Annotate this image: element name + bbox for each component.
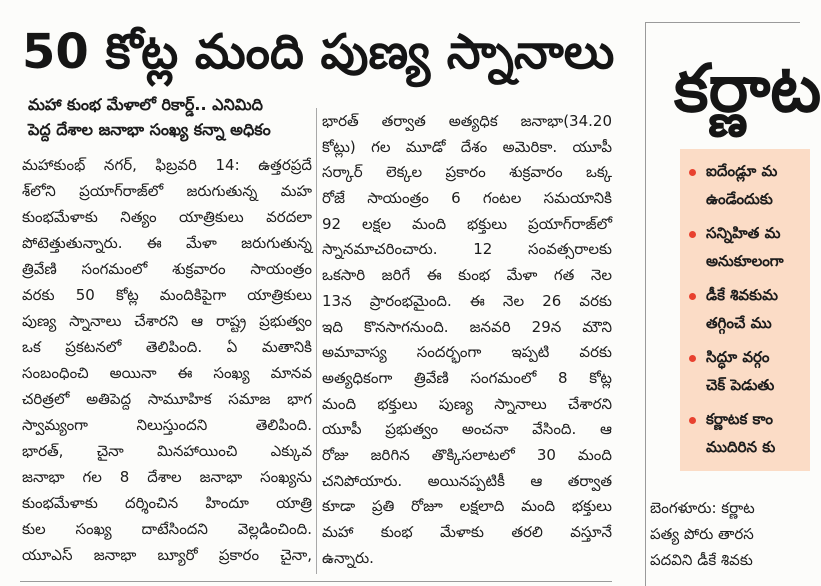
- highlight-line: ఐదేండ్లూ మ: [706, 162, 778, 180]
- body-line: ఇది కొనసాగనుంది. జనవరి 29న మౌని: [322, 317, 612, 336]
- bullet-dot-icon: [689, 355, 696, 362]
- body-line: బెంగళూరు: కర్ణాట: [650, 499, 755, 517]
- highlight-item: [680, 157, 810, 213]
- body-line: భారత్ తర్వాత అత్యధిక జనాభా(34.20: [322, 112, 612, 130]
- highlight-line: డీకే శివకుమ: [706, 286, 778, 304]
- bottom-rule: [20, 581, 612, 582]
- side-headline: కర్ణాట: [674, 50, 821, 127]
- highlight-line: చెక్ పెడుతు: [706, 376, 775, 394]
- body-line: జనాభా గల 8 దేశాల జనాభా సంఖ్యను: [22, 468, 312, 486]
- body-line: మంది భక్తులు పుణ్య స్నానాలు చేశారని: [322, 394, 612, 413]
- body-line: అమావాస్య సందర్భంగా ఇప్పటి వరకు: [322, 343, 612, 362]
- body-line: ఒకసారి జరిగే ఈ కుంభ మేళా గత నెల: [322, 266, 612, 285]
- main-headline: 50 కోట్ల మంది పుణ్య స్నానాలు: [22, 24, 615, 80]
- body-line: చనిపోయారు. అయినప్పటికీ ఆ తర్వాత: [322, 471, 612, 490]
- highlight-item: [680, 343, 810, 399]
- body-line: కుంభమేళాకు నిత్యం యాత్రికులు వరదలా: [22, 208, 312, 226]
- body-line: త్రివేణి సంగమంలో శుక్రవారం సాయంత్రం: [22, 260, 312, 278]
- body-line: శ్‌లోని ప్రయాగ్‌రాజ్‌లో జరుగుతున్న మహ: [22, 182, 312, 200]
- body-line: చరిత్రలో అతిపెద్ద సామూహిక సమాజ భాగ: [22, 390, 312, 408]
- body-line: యూఎస్ జనాభా బ్యూరో ప్రకారం చైనా,: [22, 546, 312, 564]
- body-line: 13న ప్రారంభమైంది. ఈ నెల 26 వరకు: [322, 291, 612, 310]
- body-line: మహా కుంభ మేళాకు తరలి వస్తూనే: [322, 523, 612, 541]
- highlight-line: ఉండేందుకు: [706, 190, 773, 208]
- highlight-item: [680, 219, 810, 275]
- highlight-item: [680, 405, 810, 461]
- body-line: ఒక ప్రకటనలో తెలిపింది. ఏ మతానికి: [22, 338, 312, 356]
- highlight-line: అనుకూలంగా: [706, 252, 784, 270]
- body-line: కూడా ప్రతి రోజూ లక్షలాది మంది భక్తులు: [322, 497, 612, 516]
- subheadline-line: పెద్ద దేశాల జనాభా సంఖ్య కన్నా అధికం: [28, 120, 271, 139]
- highlight-line: కర్ణాటక కాం: [706, 410, 773, 428]
- highlight-line: సన్నిహిత మ: [706, 224, 781, 242]
- highlights-box: [680, 149, 810, 471]
- body-line: కుల సంఖ్య దాటేసిందని వెల్లడించింది.: [22, 520, 312, 538]
- highlight-item: [680, 281, 810, 337]
- body-line: 92 లక్షల మంది భక్తులు ప్రయాగ్‌రాజ్‌లో: [322, 214, 612, 233]
- body-line: కోట్లు) గల మూడో దేశం అమెరికా. యూపీ: [322, 137, 612, 156]
- body-line: పదవిని డీకే శివకు: [650, 551, 753, 569]
- highlight-line: తగ్గించే ము: [706, 314, 772, 332]
- body-line: పోటెత్తుతున్నారు. ఈ మేళా జరుగుతున్న: [22, 234, 312, 252]
- body-line: పుణ్య స్నానాలు చేశారని ఆ రాష్ట్ర ప్రభుత్వం: [22, 312, 312, 330]
- body-line: యూపీ ప్రభుత్వం అంచనా వేసింది. ఆ: [322, 420, 612, 439]
- body-line: అత్యధికంగా త్రివేణి సంగమంలో 8 కోట్ల: [322, 368, 612, 387]
- body-line: మహాకుంభ్ నగర్, ఫిబ్రవరి 14: ఉత్తరప్రదే: [22, 156, 312, 174]
- highlight-line: సిద్ధూ వర్గం: [706, 348, 770, 366]
- body-line: ఉన్నారు.: [322, 548, 374, 567]
- bullet-dot-icon: [689, 169, 696, 176]
- subheadline-line: మహా కుంభ మేళాలో రికార్డ్.. ఎనిమిది: [28, 95, 263, 114]
- column-divider: [316, 108, 317, 574]
- article-column-1: [22, 152, 312, 568]
- body-line: స్నానమాచరించారు. 12 సంవత్సరాలకు: [322, 240, 612, 259]
- body-line: సంబంధించి అయినా ఈ సంఖ్య మానవ: [22, 364, 312, 382]
- side-article: [645, 22, 821, 586]
- side-article-body: [650, 495, 800, 573]
- article-column-2: [322, 109, 612, 571]
- body-line: వరకు 50 కోట్ల మందికిపైగా యాత్రికులు: [22, 286, 312, 304]
- highlight-line: ముదిరిన కు: [706, 438, 776, 456]
- bullet-dot-icon: [689, 231, 696, 238]
- bullet-dot-icon: [689, 293, 696, 300]
- body-line: స్వామ్యంగా నిలుస్తుందని తెలిపింది.: [22, 416, 312, 434]
- bullet-dot-icon: [689, 417, 696, 424]
- body-line: రోజే సాయంత్రం 6 గంటల సమయానికి: [322, 189, 612, 208]
- body-line: పత్య పోరు తారస: [650, 525, 754, 543]
- body-line: భారత్, చైనా మినహాయించి ఎక్కువ: [22, 442, 312, 460]
- body-line: కుంభమేళాకు దర్శించిన హిందూ యాత్రి: [22, 494, 312, 512]
- body-line: సర్కార్ లెక్కల ప్రకారం శుక్రవారం ఒక్క: [322, 163, 612, 182]
- main-subheadline: [28, 92, 313, 142]
- body-line: రోజు జరిగిన తొక్కిసలాటలో 30 మంది: [322, 445, 612, 464]
